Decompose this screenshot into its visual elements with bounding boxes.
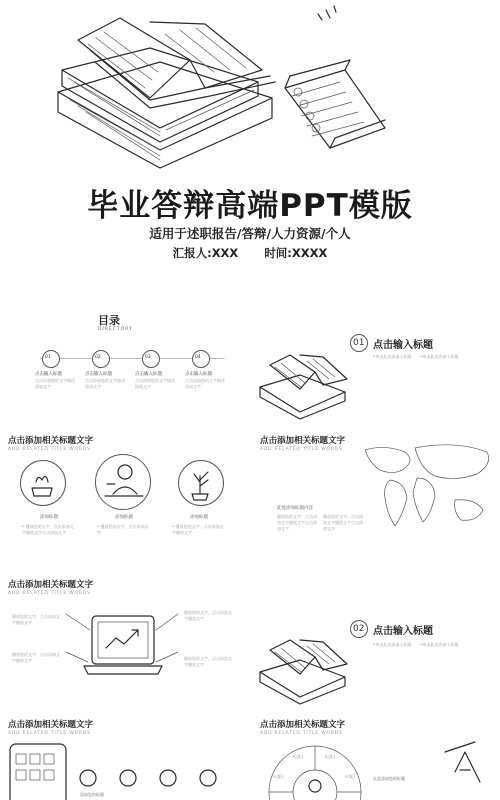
section-number: 01 — [353, 338, 365, 348]
toc-slide[interactable]: 目录 DIRECTORY 01 点击输入标题 点击添加您的文字描述添加文字 02 点击输入标题 点击添加您的文字描述添加文字 03 点击输入标题 点击添加您的文字描述添加文字 04 点击输入标题 点击添加您的文字描述添加文字 — [0, 292, 245, 424]
icons-slide[interactable]: 点击添加相关标题文字 ADD RELATED TITLE WORDS 添加标题 添加标题 添加标题 • 播放您的文字，点击添加文字播放文字点击添加文字 • 播放您的文字，点击添加文字 • 播放您的文字，点击添加文字播放文字 — [0, 430, 245, 568]
section-note-right: •单击此处添加小标题 — [420, 642, 459, 647]
laptop-sketch-illustration — [0, 574, 245, 712]
cover-meta — [0, 245, 500, 261]
cycle-caption: 在此添加您的标题 — [373, 776, 405, 781]
phone-slide[interactable] — [0, 712, 245, 800]
section-note-left: •单击此处添加小标题 — [373, 354, 412, 359]
section-note-left: •单击此处添加小标题 — [373, 642, 412, 647]
books-sketch-icon — [255, 622, 355, 702]
toc-title: 目录 — [98, 314, 120, 327]
cover-title: 毕业答辩高端PPT模版 — [87, 188, 413, 224]
slide-title: 点击添加相关标题文字 — [260, 436, 346, 446]
cycle-slide[interactable] — [255, 712, 500, 800]
slide-subtitle: ADD RELATED TITLE WORDS — [260, 731, 343, 736]
time-label: 时间:XXXX — [264, 246, 328, 260]
books-sketch-icon — [255, 337, 355, 417]
map-slide[interactable]: 点击添加相关标题文字 ADD RELATED TITLE WORDS 此处添加标题内容 播放您的文字，点击添加文字播放文字点击添加文字 播放您的文字，点击添加文字播放文字点击添加文字 — [255, 430, 500, 568]
sketch-books-illustration — [0, 0, 500, 170]
cover-subtitle: 适用于述职报告/答辩/人力资源/个人 — [149, 226, 351, 241]
section-number: 02 — [353, 624, 365, 634]
cycle-segment-4: 标题1 — [345, 774, 356, 779]
section-02-slide[interactable] — [255, 574, 500, 712]
section-01-slide[interactable] — [255, 292, 500, 424]
section-title: 点击输入标题 — [373, 340, 433, 351]
slide-title: 点击添加相关标题文字 — [8, 436, 94, 446]
phone-label: 添加您的标题 — [80, 792, 104, 797]
laptop-slide[interactable]: 点击添加相关标题文字 ADD RELATED TITLE WORDS 播放您的文字，点击添加文字播放文字 播放您的文字，点击添加文字播放文字 播放您的文字，点击添加文字播放文字 播放您的文字，点击添加文字播放文字 — [0, 574, 245, 712]
map-caption: 此处添加标题内容 — [277, 506, 313, 511]
cycle-segment-1: 标题1 — [293, 754, 304, 759]
reporter-label: 汇报人:XXX — [172, 246, 239, 260]
icon-label-3: 添加标题 — [190, 515, 208, 520]
phone-sketch-illustration — [0, 712, 245, 800]
cycle-segment-2: 标题1 — [325, 754, 336, 759]
slide-subtitle: ADD RELATED TITLE WORDS — [260, 447, 343, 452]
cycle-diagram — [255, 712, 500, 800]
plant-sketch-icon — [178, 460, 222, 504]
student-sketch-icon — [95, 454, 149, 508]
slide-title: 点击添加相关标题文字 — [8, 720, 94, 730]
icon-label-2: 添加标题 — [115, 515, 133, 520]
world-map-sketch — [255, 430, 500, 568]
section-note-right: •单击此处添加小标题 — [420, 354, 459, 359]
slide-subtitle: ADD RELATED TITLE WORDS — [8, 731, 91, 736]
slide-title: 点击添加相关标题文字 — [260, 720, 346, 730]
slide-title: 点击添加相关标题文字 — [8, 580, 94, 590]
tea-sketch-icon — [20, 460, 64, 504]
section-title: 点击输入标题 — [373, 626, 433, 637]
slide-subtitle: ADD RELATED TITLE WORDS — [8, 591, 91, 596]
cycle-segment-3: 标题1 — [273, 774, 284, 779]
slide-subtitle: ADD RELATED TITLE WORDS — [8, 447, 91, 452]
toc-subtitle: DIRECTORY — [98, 327, 133, 332]
icon-label-1: 添加标题 — [40, 515, 58, 520]
